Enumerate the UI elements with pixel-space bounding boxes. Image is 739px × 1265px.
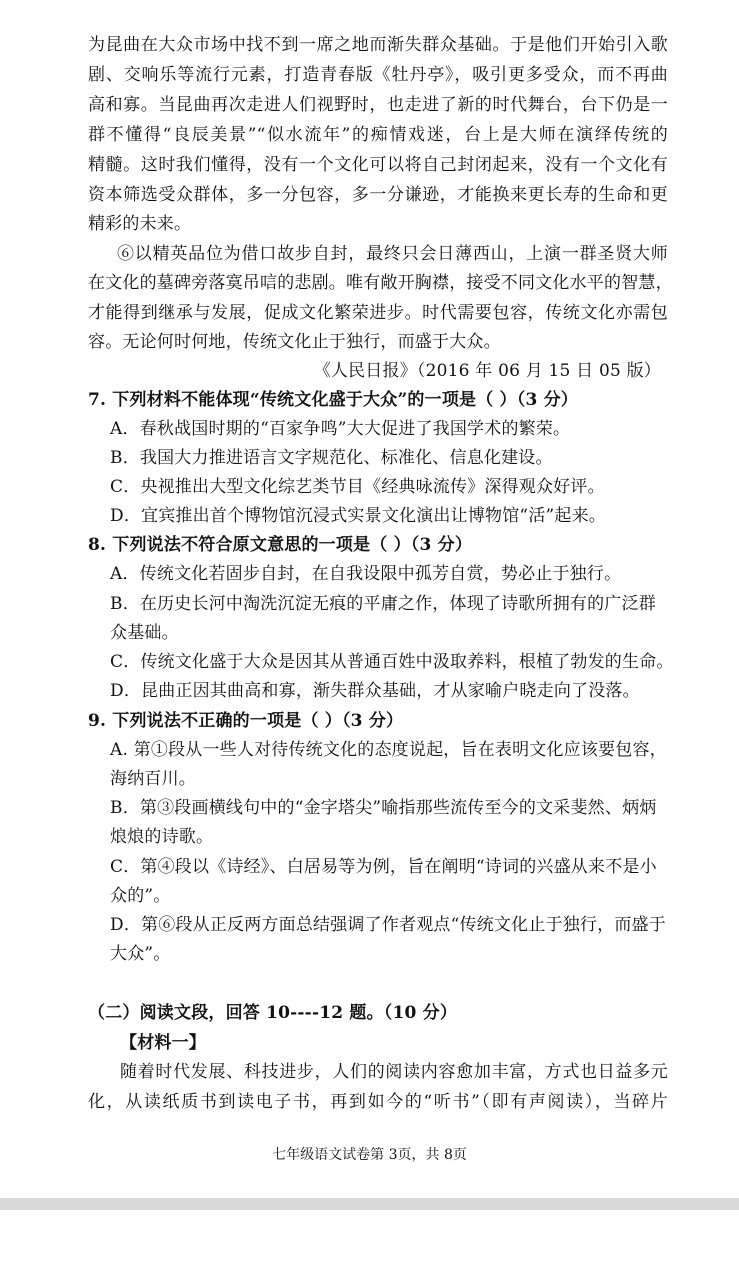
question-9-option-a: A. 第①段从一些人对待传统文化的态度说起，旨在表明文化应该要包容， <box>110 740 667 760</box>
question-7-option-a: A．春秋战国时期的“百家争鸣”大大促进了我国学术的繁荣。 <box>110 419 571 439</box>
viewer-background <box>0 1210 739 1265</box>
passage-line: 容。无论何时何地，传统文化止于独行，而盛于大众。 <box>88 332 501 352</box>
question-8-option-c: C．传统文化盛于大众是因其从普通百姓中汲取养料，根植了勃发的生命。 <box>110 652 674 672</box>
question-9-option-d-cont: 大众”。 <box>110 944 171 964</box>
page-footer: 七年级语文试卷第 3页，共 8页 <box>272 1147 467 1163</box>
question-8-stem: 8. 下列说法不符合原文意思的一项是（ ）（3 分） <box>88 535 473 555</box>
passage-line: 精髓。这时我们懂得，没有一个文化可以将自己封闭起来，没有一个文化有 <box>88 155 668 175</box>
page-separator <box>0 1198 739 1210</box>
passage-paragraph-6-start: ⑥以精英品位为借口故步自封，最终只会日薄西山，上演一群圣贤大师 <box>117 244 668 264</box>
question-9-option-b-cont: 烺烺的诗歌。 <box>110 827 214 847</box>
question-8-option-b: B．在历史长河中淘洗沉淀无痕的平庸之作，体现了诗歌所拥有的广泛群 <box>110 594 656 614</box>
passage-line: 高和寡。当昆曲再次走进人们视野时，也走进了新的时代舞台，台下仍是一 <box>88 95 668 115</box>
question-9-option-d: D．第⑥段从正反两方面总结强调了作者观点“传统文化止于独行，而盛于 <box>110 915 666 935</box>
passage-line: 精彩的未来。 <box>88 214 192 234</box>
passage-line: 为昆曲在大众市场中找不到一席之地而渐失群众基础。于是他们开始引入歌 <box>88 35 668 55</box>
question-7-option-b: B．我国大力推进语言文字规范化、标准化、信息化建设。 <box>110 448 553 468</box>
section-2-heading: （二）阅读文段，回答 10----12 题。（10 分） <box>88 1003 458 1023</box>
question-8-option-b-cont: 众基础。 <box>110 623 179 643</box>
question-9-stem: 9. 下列说法不正确的一项是（ ）（3 分） <box>88 711 404 731</box>
question-8-option-d: D．昆曲正因其曲高和寡，渐失群众基础，才从家喻户晓走向了没落。 <box>110 681 640 701</box>
passage-line: 剧、交响乐等流行元素，打造青春版《牡丹亭》，吸引更多受众，而不再曲 <box>88 65 668 85</box>
question-9-option-c-cont: 众的”。 <box>110 886 171 906</box>
material-1-line: 随着时代发展、科技进步，人们的阅读内容愈加丰富，方式也日益多元 <box>120 1062 668 1082</box>
passage-source: 《人民日报》（2016 年 06 月 15 日 05 版） <box>313 361 661 381</box>
passage-line: 群不懂得“良辰美景”“似水流年”的痴情戏迷，台上是大师在演绎传统的 <box>88 125 668 145</box>
question-7-stem: 7. 下列材料不能体现“传统文化盛于大众”的一项是（ ）（3 分） <box>88 390 578 410</box>
question-9-option-c: C．第④段以《诗经》、白居易等为例，旨在阐明“诗词的兴盛从来不是小 <box>110 857 657 877</box>
question-7-option-c: C．央视推出大型文化综艺类节目《经典咏流传》深得观众好评。 <box>110 477 605 497</box>
material-1-line: 化，从读纸质书到读电子书，再到如今的“听书”（即有声阅读），当碎片 <box>88 1092 668 1112</box>
question-9-option-a-cont: 海纳百川。 <box>110 769 196 789</box>
question-9-option-b: B．第③段画横线句中的“金字塔尖”喻指那些流传至今的文采斐然、炳炳 <box>110 798 657 818</box>
passage-line: 才能得到继承与发展，促成文化繁荣进步。时代需要包容，传统文化亦需包 <box>88 303 668 323</box>
passage-line: 资本筛选受众群体，多一分包容，多一分谦逊，才能换来更长寿的生命和更 <box>88 185 668 205</box>
question-7-option-d: D．宜宾推出首个博物馆沉浸式实景文化演出让博物馆“活”起来。 <box>110 506 607 526</box>
question-8-option-a: A．传统文化若固步自封，在自我设限中孤芳自赏，势必止于独行。 <box>110 564 622 584</box>
passage-line: 在文化的墓碑旁落寞吊唁的悲剧。唯有敞开胸襟，接受不同文化水平的智慧， <box>88 273 673 293</box>
material-1-label: 【材料一】 <box>120 1033 206 1053</box>
